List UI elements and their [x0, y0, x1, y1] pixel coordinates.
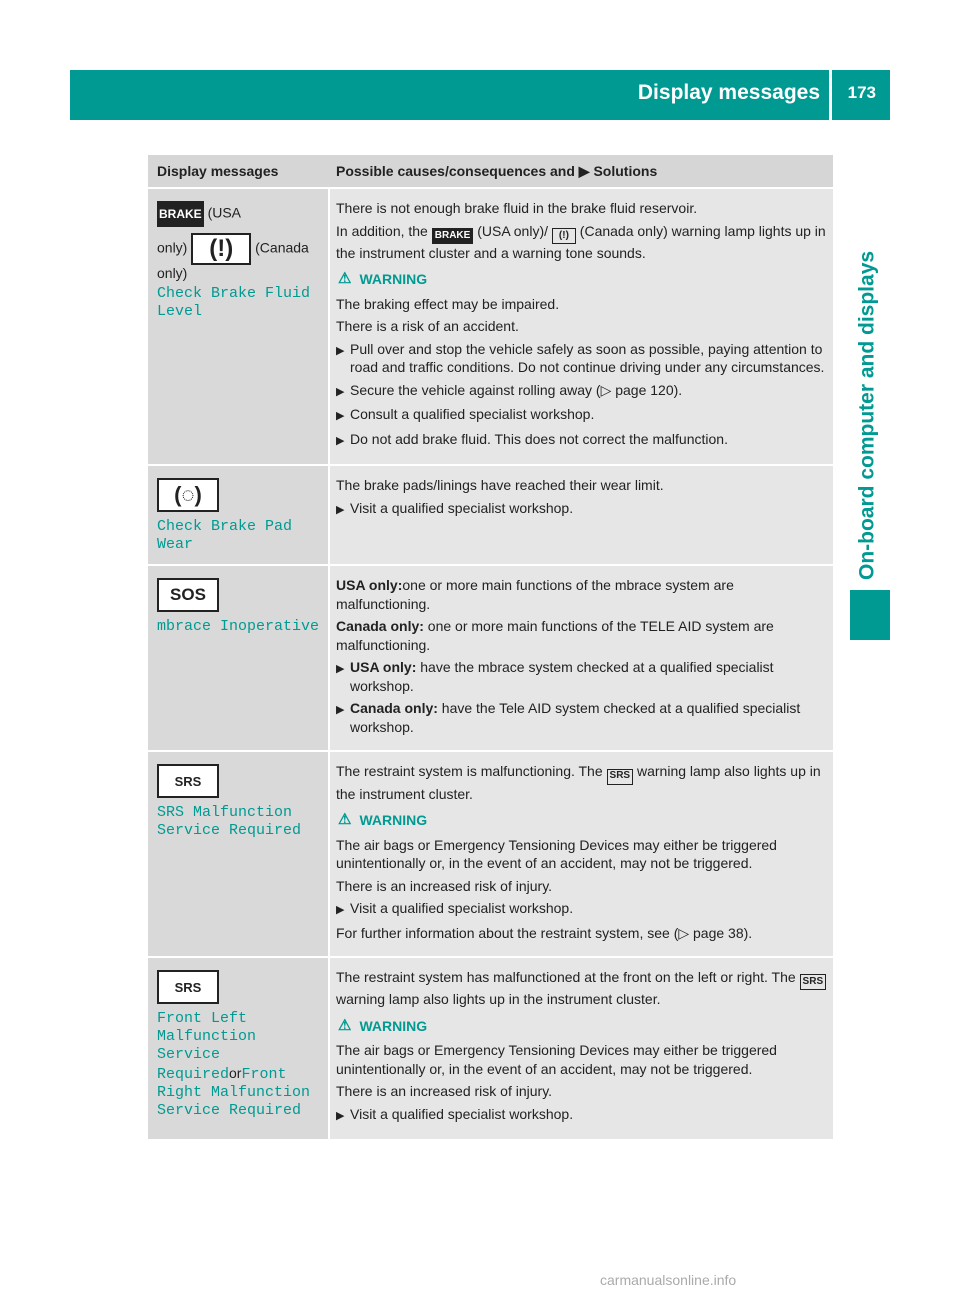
- display-message: Front Right Malfunction Service Required: [157, 1066, 311, 1119]
- brake-warning-icon: BRAKE: [157, 201, 204, 227]
- table-row: (◌) Check Brake Pad Wear The brake pads/linings have reached their wear limit. ▶ Visit a qualified specialist workshop.: [148, 466, 833, 566]
- bullet-arrow-icon: ▶: [336, 663, 345, 676]
- page-number: 173: [847, 83, 876, 102]
- header-divider: [829, 70, 832, 120]
- airbag-warning-icon: SRS: [157, 764, 219, 798]
- col-header-display-messages: Display messages: [157, 163, 279, 179]
- table-row: SRS SRS Malfunction Service Required The restraint system is malfunctioning. The SRS warning lamp also lights up in the instrument cluster. ⚠ WARNING The air bags or Emergency Tensioning Devices may either be triggered unintentionally or, in the event of an accident, may not be triggered. There is an increased risk of injury. ▶ Visit a qualified specialist workshop. For further information about the restraint system, see (▷ page 38).: [148, 752, 833, 958]
- brake-circle-warning-icon: (!): [191, 233, 251, 265]
- bullet-arrow-icon: ▶: [336, 344, 345, 357]
- warning-triangle-icon: ⚠: [338, 270, 352, 288]
- brake-warning-icon: BRAKE: [432, 228, 474, 244]
- display-message: Check Brake Fluid Level: [157, 285, 311, 320]
- display-message: Front Left Malfunction Service Required: [157, 1010, 257, 1083]
- bullet-arrow-icon: ▶: [336, 904, 345, 916]
- table-header-row: [148, 155, 833, 189]
- display-messages-table: [148, 155, 833, 1141]
- warning-triangle-icon: ⚠: [338, 1016, 352, 1034]
- bullet-arrow-icon: ▶: [336, 410, 345, 423]
- table-row: SRS Front Left Malfunction Service RequiredorFront Right Malfunction Service Required The restraint system has malfunctioned at the front on the left or right. The SRS warning lamp also lights up in the instrument cluster. ⚠ WARNING The air bags or Emergency Tensioning Devices may either be triggered unintentionally or, in the event of an accident, may not be triggered. There is an increased risk of injury. ▶ Visit a qualified specialist workshop.: [148, 958, 833, 1141]
- airbag-warning-icon: SRS: [607, 769, 634, 785]
- display-message: SRS Malfunction Service Required: [157, 804, 302, 840]
- bullet-arrow-icon: ▶: [336, 704, 345, 717]
- warning-triangle-icon: ⚠: [338, 811, 352, 828]
- sos-call-icon: SOS: [157, 578, 219, 612]
- col-header-causes: Possible causes/consequences and ▶ Solutions: [336, 162, 658, 179]
- display-message: Check Brake Pad Wear: [157, 518, 293, 554]
- brake-pad-wear-icon: (◌): [157, 478, 219, 512]
- display-message: mbrace Inoperative: [157, 618, 320, 636]
- bullet-arrow-icon: ▶: [336, 503, 345, 516]
- bullet-arrow-icon: ▶: [336, 385, 345, 398]
- airbag-warning-icon: SRS: [157, 970, 219, 1004]
- watermark: carmanualsonline.info: [600, 1272, 737, 1288]
- bullet-arrow-icon: ▶: [336, 434, 345, 447]
- table-row: SOS mbrace Inoperative USA only:one or more main functions of the mbrace system are malfunctioning. Canada only: one or more main functions of the TELE AID system are malfunctioning. ▶ USA only: have the mbrace system checked at a qualified specialist workshop. ▶ Canada only: have the Tele AID system checked at a qualified specialist workshop.: [148, 566, 833, 752]
- side-tab-marker: [850, 590, 890, 640]
- arrow-right-icon: ▶: [578, 162, 590, 179]
- table-row: BRAKE (USA only) (!) (Canada only) Check Brake Fluid Level There is not enough brake fluid in the brake fluid reservoir. In addition, the BRAKE (USA only)/ (!) (Canada only) warning lamp lights up in the instrument cluster and a warning tone sounds. ⚠ WARNING The braking effect may be impaired. There is a risk of an accident. ▶ Pull over and stop the vehicle safely as soon as possible, paying attention to road and traffic conditions. Do not continue driving under any circumstances. ▶ Secure the vehicle against rolling away (▷ page 120). ▶ Consult a qualified specialist workshop. ▶ Do not add brake fluid. This does not correct the malfunction.: [148, 189, 833, 466]
- brake-circle-warning-icon: (!): [552, 228, 576, 244]
- airbag-warning-icon: SRS: [800, 974, 827, 990]
- bullet-arrow-icon: ▶: [336, 1109, 345, 1122]
- side-tab-label: On-board computer and displays: [855, 250, 879, 580]
- header-title: Display messages: [637, 81, 820, 104]
- page-header: [70, 70, 890, 120]
